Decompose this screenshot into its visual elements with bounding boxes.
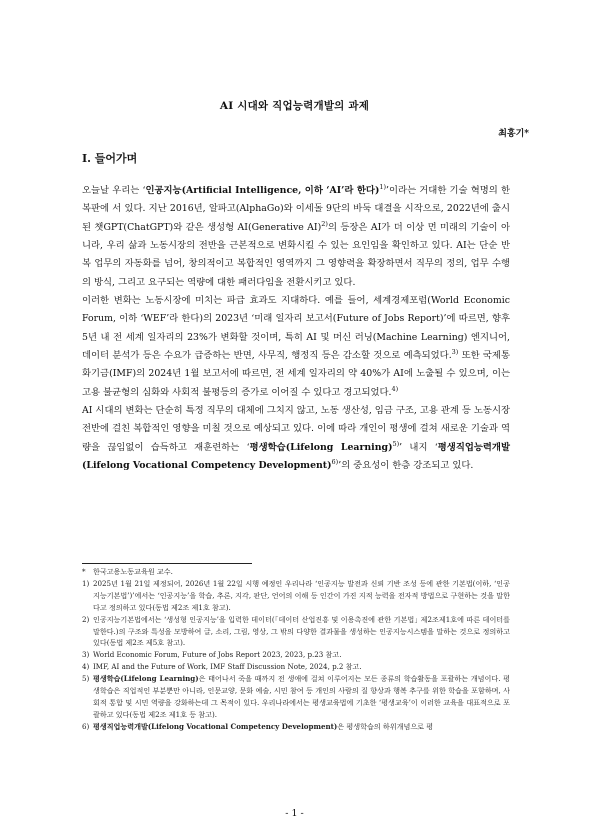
footnote-item [82,614,510,650]
term-lifelong-vocational: 평생직업능력개발(Lifelong Vocational Competency Development) [82,441,510,472]
text-run: ’이라는 거대한 기술 혁명의 한복판에 서 있다. 지난 2016년, 알파고(AlphaGo)와 이세돌 9단의 바둑 대결을 시작으로, 2022년에 출시된 챗GPT(ChatGPT)와 같은 생성형 AI(Generative AI) [82,185,510,233]
text-run: 의 등장은 AI가 더 이상 먼 미래의 기술이 아니라, 우리 삶과 노동시장의 전반을 근본적으로 변화시킬 수 있는 요인임을 확인하고 있다. AI는 단순 반복 업무의 자동화를 넘어, 창의적이고 복합적인 영역까지 그 영향력을 확장하면서 직무의 정의, 업무 수행의 방식, 그리고 요구되는 역량에 대한 패러다임을 전환시키고 있다. [82,221,510,288]
paragraph-3 [82,402,510,475]
footnote-term: 평생학습(Lifelong Learning) [93,674,199,684]
footnote-number: 2) [82,614,90,624]
footnote-ref-5: 5) [392,439,400,448]
footnote-item [82,566,510,578]
paragraph-2 [82,292,510,402]
footnote-body: 은 태어나서 죽을 때까지 전 생애에 걸쳐 이루어지는 모든 종류의 학습활동을 포괄하는 개념이다. 평생학습은 직업적인 부분뿐만 아니라, 인문교양, 문화 예술, 시민 참여 등 개인의 사람의 질 향상과 행복 추구를 위한 학습을 포함하며, 사회적 통합 및 시민 역량을 강화하는데 그 목적이 있다. 우리나라에서는 평생교육법에 기초한 ‘평생교육’이 이러한 교육을 대표적으로 포괄하고 있다(동법 제2조 제1호 등 참고). [93,674,510,719]
footnote-number: 1) [82,578,90,588]
footnote-text: 인공지능기본법에서는 ‘생성형 인공지능’을 입력한 데이터(｢데이터 산업진흥 및 이용촉진에 관한 기본법｣ 제2조제1호에 따른 데이터를 말한다.)의 구조와 특성을 모방하여 글, 소리, 그림, 영상, 그 밖의 다양한 결과물을 생성하는 인공지능시스템을 말하는 것으로 정의하고 있다(동법 제2조 제5호 참고). [93,614,510,648]
text-run: 이러한 변화는 노동시장에 미치는 파급 효과도 지대하다. 예를 들어, 세계경제포럼(World Economic Forum, 이하 ‘WEF’라 한다)의 2023년 ‘미래 일자리 보고서(Future of Jobs Report)’에 따르면, 향후 5년 내 전 세계 일자리의 23%가 변화할 것이며, 특히 AI 및 머신 러닝(Machine Learning) 엔지니어, 데이터 분석가 등은 수요가 급증하는 반면, 사무직, 행정직 등은 감소할 것으로 예측되었다. [82,295,510,362]
text-run: 오늘날 우리는 ‘ [82,185,146,196]
body-text [82,182,510,476]
footnote-item [82,649,510,661]
footnotes [82,566,510,733]
footnote-text [93,673,510,721]
footnote-item [82,578,510,614]
footnote-text [93,721,510,733]
text-run: 또한 국제통화기금(IMF)의 2024년 1월 보고서에 따르면, 전 세계 일자리의 약 40%가 AI에 노출될 수 있으며, 이는 고용 불균형의 심화와 사회적 불평등의 증가로 이어질 수 있다고 경고되었다. [82,350,510,398]
footnote-ref-3: 3) [451,347,459,356]
footnote-number: 4) [82,662,90,672]
footnote-ref-4: 4) [391,384,399,393]
footnote-text: IMF, AI and the Future of Work, IMF Staff Discussion Note, 2024, p.2 참고. [93,662,362,672]
footnote-number: 3) [82,650,90,660]
page-number: - 1 - [285,808,304,819]
footnote-item [82,661,510,673]
footnote-item [82,673,510,721]
text-run: ’ 내지 ‘ [399,441,438,453]
footnote-ref-6: 6) [331,458,339,467]
footnote-ref-2: 2) [321,219,328,228]
footnote-ref-1: 1) [379,182,387,191]
footnote-item [82,721,510,733]
author-name: 최홍기* [498,129,529,139]
text-run: AI 시대의 변화는 단순히 특정 직무의 대체에 그치지 않고, 노동 생산성, 임금 구조, 고용 관계 등 노동시장 전반에 걸친 복합적인 영향을 미칠 것으로 예상되고 있다. 이에 따라 개인이 평생에 걸쳐 새로운 기술과 역량을 끊임없이 습득하고 재훈련하는 ‘ [82,405,510,453]
footnote-text: 한국고용노동교육원 교수. [93,567,173,576]
footnote-number: 6) [82,721,90,731]
document-title: AI 시대와 직업능력개발의 과제 [219,100,370,112]
footnote-text: 2025년 1월 21일 제정되어, 2026년 1월 22일 시행 예정인 우리나라 ‘인공지능 발전과 신뢰 기반 조성 등에 관한 기본법(이하, ‘인공지능기본법’)’에서는 ‘인공지능’을 학습, 추론, 지각, 판단, 언어의 이해 등 인간이 가진 지적 능력을 전자적 방법으로 구현하는 것을 말한다고 정의하고 있다(동법 제2조 제1호 참고). [93,578,511,612]
term-lifelong-learning: 평생학습(Lifelong Learning) [249,441,393,453]
section-heading: Ⅰ. 들어가며 [82,152,138,165]
footnote-number: 5) [82,674,90,684]
text-run: ’의 중요성이 한층 강조되고 있다. [338,460,474,472]
footnote-number: * [82,567,86,576]
term-ai: 인공지능(Artificial Intelligence, 이하 ‘AI’라 한다) [145,185,380,196]
footnote-text: World Economic Forum, Future of Jobs Report 2023, 2023, p.23 참고. [93,650,342,660]
footnote-divider [82,563,252,564]
footnote-body: 은 평생학습의 하위개념으로 평 [337,721,434,731]
footnote-term: 평생직업능력개발(Lifelong Vocational Competency Development) [93,721,338,731]
paragraph-1 [82,182,510,292]
